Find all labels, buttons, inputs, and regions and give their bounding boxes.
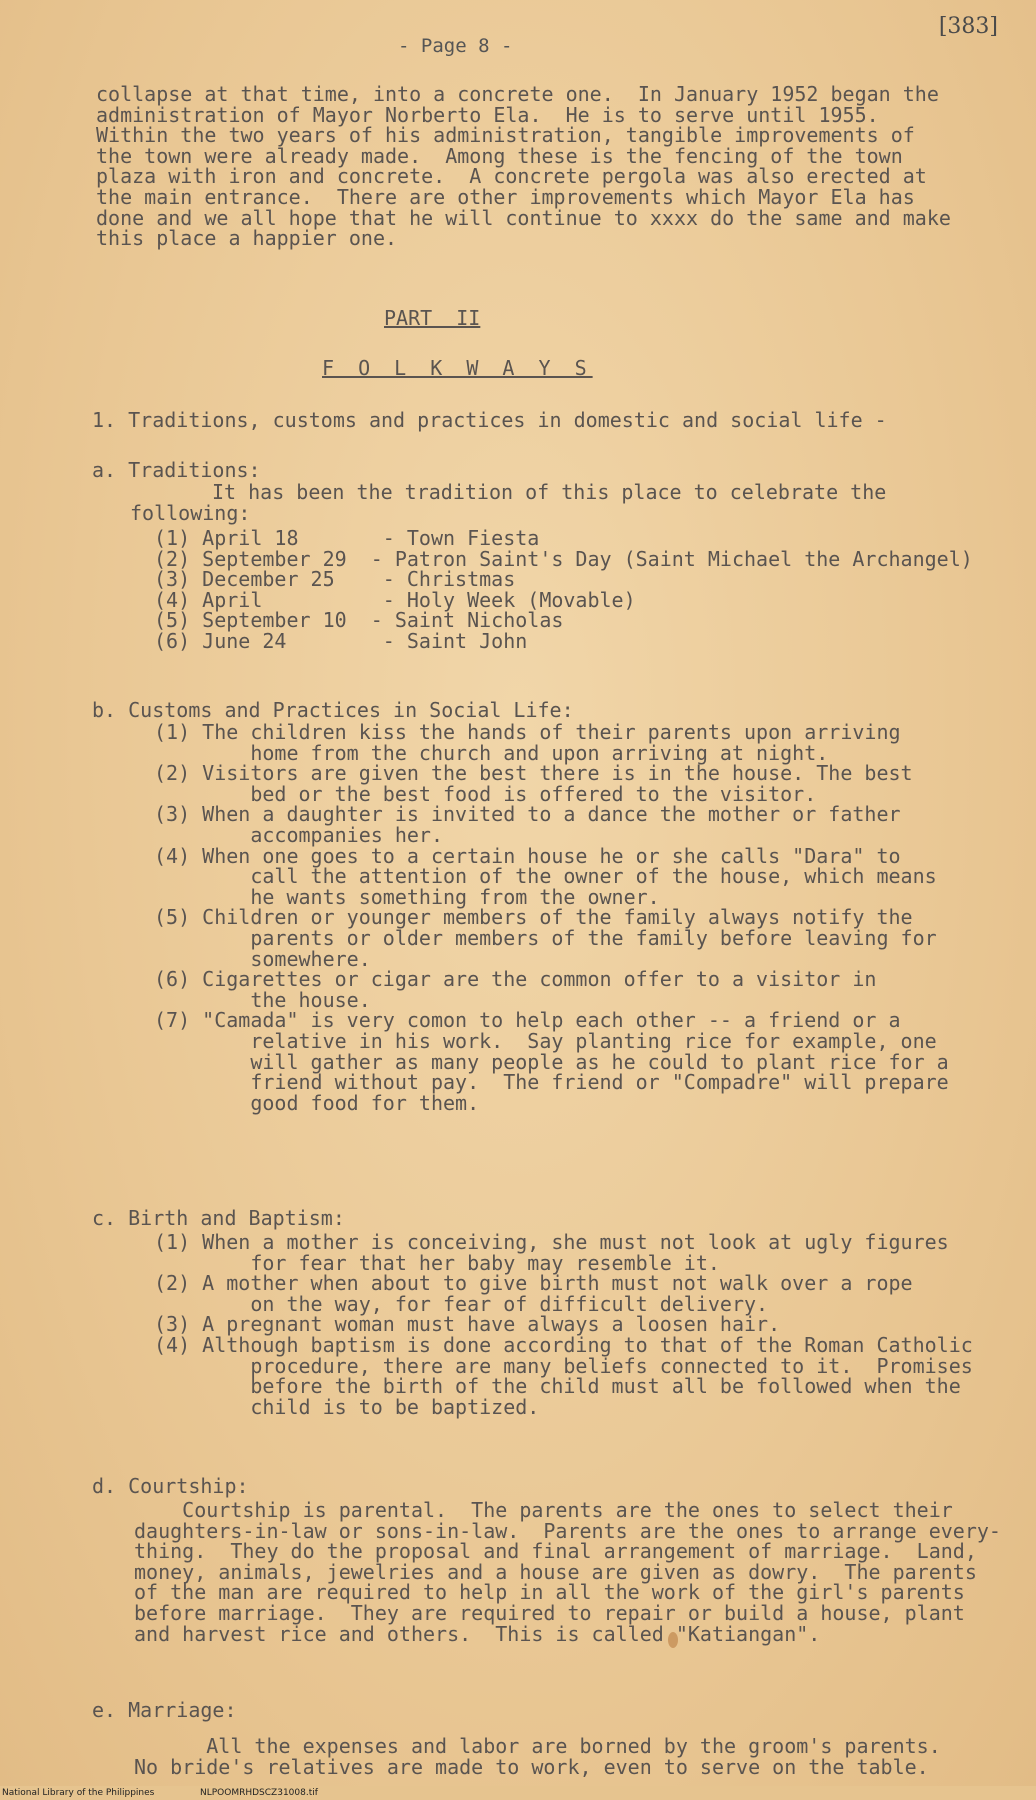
list-item: (2) September 29 - Patron Saint's Day (Saint Michael the Archangel) — [154, 546, 973, 571]
list-item: (6) June 24 - Saint John — [154, 628, 528, 653]
text-line: done and we all hope that he will continue to xxxx do the same and make — [96, 205, 951, 230]
list-item: (4) Although baptism is done according to that of the Roman Catholic — [154, 1332, 973, 1357]
text-line: before marriage. They are required to repair or build a house, plant — [134, 1600, 965, 1625]
list-item: (5) Children or younger members of the family always notify the — [154, 905, 913, 930]
text-line: daughters-in-law or sons-in-law. Parents are the ones to arrange every- — [134, 1518, 1001, 1543]
text-line: following: — [130, 500, 251, 525]
text-line: administration of Mayor Norberto Ela. He is to serve until 1955. — [96, 102, 879, 127]
marriage-paragraph — [134, 1736, 941, 1777]
list-item: (3) December 25 - Christmas — [154, 567, 516, 592]
list-item: call the attention of the owner of the house, which means — [154, 864, 937, 889]
list-item: accompanies her. — [154, 822, 443, 847]
list-item: parents or older members of the family before leaving for — [154, 925, 937, 950]
text-line: thing. They do the proposal and final arrangement of marriage. Land, — [134, 1539, 977, 1564]
list-item: he wants something from the owner. — [154, 884, 660, 909]
list-item: before the birth of the child must all be followed when the — [154, 1374, 961, 1399]
text-line: No bride's relatives are made to work, even to serve on the table. — [134, 1754, 929, 1779]
list-item: (3) A pregnant woman must have always a loosen hair. — [154, 1312, 781, 1337]
customs-list — [154, 722, 949, 1113]
list-item: friend without pay. The friend or "Compadre" will prepare — [154, 1070, 949, 1095]
text-line: of the man are required to help in all the work of the girl's parents — [134, 1580, 965, 1605]
list-item: (2) Visitors are given the best there is in the house. The best — [154, 761, 913, 786]
text-line: Courtship is parental. The parents are the ones to select their — [134, 1498, 953, 1522]
list-item: will gather as many people as he could to plant rice for a — [154, 1049, 949, 1074]
subsection-heading-a: a. Traditions: — [92, 458, 261, 482]
list-item: bed or the best food is offered to the visitor. — [154, 781, 817, 806]
subsection-heading-b: b. Customs and Practices in Social Life: — [92, 698, 574, 722]
text-line: Within the two years of his administration, tangible improvements of — [96, 123, 915, 148]
list-item: (3) When a daughter is invited to a dance the mother or father — [154, 802, 901, 827]
list-item: (2) A mother when about to give birth must not walk over a rope — [154, 1271, 913, 1296]
section-heading: 1. Traditions, customs and practices in domestic and social life - — [92, 408, 887, 432]
traditions-intro — [130, 482, 886, 523]
list-item: good food for them. — [154, 1090, 480, 1115]
list-item: on the way, for fear of difficult delivery. — [154, 1291, 769, 1316]
subsection-heading-d: d. Courtship: — [92, 1474, 249, 1498]
text-line: collapse at that time, into a concrete one. In January 1952 began the — [96, 82, 939, 106]
scan-footer — [0, 1786, 1036, 1800]
list-item: (4) April - Holy Week (Movable) — [154, 587, 636, 612]
list-item: (7) "Camada" is very comon to help each other -- a friend or a — [154, 1008, 901, 1033]
library-name: National Library of the Philippines — [2, 1788, 155, 1798]
text-line: the town were already made. Among these is the fencing of the town — [96, 143, 903, 168]
list-item: somewhere. — [154, 946, 371, 971]
text-line: the main entrance. There are other improvements which Mayor Ela has — [96, 184, 915, 209]
file-id: NLPOOMRHDSCZ31008.tif — [200, 1788, 318, 1798]
list-item: (4) When one goes to a certain house he or she calls "Dara" to — [154, 843, 901, 868]
intro-paragraph — [96, 84, 951, 249]
list-item: home from the church and upon arriving at night. — [154, 740, 829, 765]
list-item: (1) The children kiss the hands of their parents upon arriving — [154, 720, 901, 744]
text-line: and harvest rice and others. This is called "Katiangan". — [134, 1621, 821, 1646]
text-line: plaza with iron and concrete. A concrete pergola was also erected at — [96, 164, 927, 189]
list-item: the house. — [154, 987, 371, 1012]
traditions-list — [154, 528, 973, 652]
part-title: PART II — [384, 306, 481, 330]
list-item: procedure, there are many beliefs connected to it. Promises — [154, 1353, 973, 1378]
text-line: this place a happier one. — [96, 226, 398, 251]
list-item: (1) When a mother is conceiving, she must not look at ugly figures — [154, 1230, 949, 1254]
text-line: All the expenses and labor are borned by the groom's parents. — [134, 1734, 941, 1758]
list-item: (6) Cigarettes or cigar are the common offer to a visitor in — [154, 967, 877, 992]
list-item: for fear that her baby may resemble it. — [154, 1250, 720, 1275]
page-number: - Page 8 - — [398, 35, 513, 57]
section-title: F O L K W A Y S — [322, 356, 593, 380]
birth-baptism-list — [154, 1232, 973, 1417]
text-line: It has been the tradition of this place to celebrate the — [212, 480, 887, 504]
list-item: (5) September 10 - Saint Nicholas — [154, 608, 564, 633]
list-item: child is to be baptized. — [154, 1394, 540, 1419]
list-item: (1) April 18 - Town Fiesta — [154, 526, 540, 550]
list-item: relative in his work. Say planting rice for example, one — [154, 1028, 937, 1053]
courtship-paragraph — [134, 1500, 1001, 1644]
subsection-heading-e: e. Marriage: — [92, 1698, 237, 1722]
archive-number: [383] — [938, 14, 998, 39]
subsection-heading-c: c. Birth and Baptism: — [92, 1206, 345, 1230]
text-line: money, animals, jewelries and a house are given as dowry. The parents — [134, 1559, 977, 1584]
